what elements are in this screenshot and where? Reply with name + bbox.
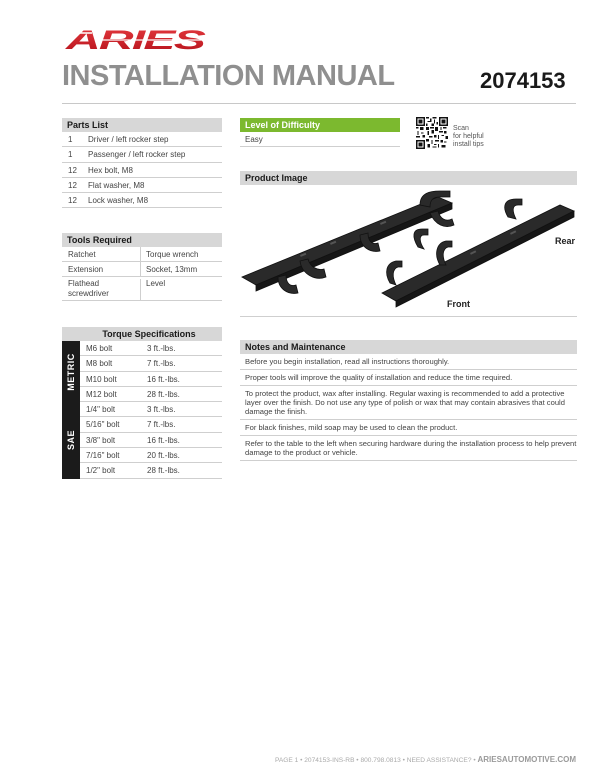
table-row [80,341,222,356]
qr-caption-line: for helpful [453,133,484,140]
note-item: To protect the product, wax after installing. Regular waxing is recommended to add a protective layer over the finish. Do not use any type of polish or wax that may contain abrasives that could damage the finish. [240,386,577,420]
sae-group [62,402,222,478]
tool-cell: Extension [62,262,141,276]
tool-cell: Level [146,279,166,288]
product-image-divider [240,316,577,317]
level-of-difficulty [240,118,400,147]
desc-cell: Hex bolt, M8 [88,165,133,175]
torque-heading: Torque Specifications [62,327,222,341]
note-item: Before you begin installation, read all instructions thoroughly. [240,354,577,370]
qty-cell: 12 [68,180,77,190]
page-footer [198,755,576,764]
website-link[interactable]: ARIESAUTOMOTIVE.COM [477,755,576,764]
notes-and-maintenance [240,340,577,461]
tools-required [62,233,222,301]
desc-cell: Passenger / left rocker step [88,150,186,160]
table-row [62,178,222,193]
parts-list-heading: Parts List [62,118,222,132]
table-row [80,433,222,448]
sae-label: SAE [62,402,80,478]
product-image-section [240,171,577,185]
metric-group [62,341,222,402]
aries-logo [62,26,214,54]
notes-heading: Notes and Maintenance [240,340,577,354]
note-item: Proper tools will improve the quality of installation and reduce the time required. [240,370,577,386]
table-row [62,262,222,277]
note-item: For black finishes, mild soap may be used to clean the product. [240,420,577,436]
bolt-cell: M12 bolt [86,389,117,399]
value-cell: 7 ft.-lbs. [147,359,176,369]
tool-cell: Socket, 13mm [146,265,198,274]
rear-label: Rear [555,236,576,246]
difficulty-heading: Level of Difficulty [240,118,400,132]
table-row [80,402,222,417]
value-cell: 16 ft.-lbs. [147,435,180,445]
bolt-cell: M6 bolt [86,344,113,353]
value-cell: 28 ft.-lbs. [147,389,180,399]
tools-heading: Tools Required [62,233,222,247]
table-row [80,417,222,432]
product-image-heading: Product Image [240,171,577,185]
table-row [62,163,222,178]
footer-text: PAGE 1 • 2074153-INS-RB • 800.798.0813 • NEED ASSISTANCE? • [274,757,478,764]
parts-list [62,118,222,208]
desc-cell: Lock washer, M8 [88,196,149,206]
page-title: INSTALLATION MANUAL [62,60,395,92]
metric-label: METRIC [62,341,80,402]
desc-cell: Flat washer, M8 [88,180,145,190]
table-row [80,463,222,478]
table-row [80,356,222,371]
desc-cell: Driver / left rocker step [88,135,169,144]
value-cell: 3 ft.-lbs. [147,405,176,415]
table-row [62,132,222,147]
qr-caption-line: install tips [453,141,484,148]
table-row [62,247,222,262]
tool-cell: Ratchet [62,247,141,261]
bolt-cell: 3/8" bolt [86,435,116,445]
table-row [62,147,222,162]
torque-specifications [62,327,222,479]
value-cell: 16 ft.-lbs. [147,374,180,384]
bolt-cell: 1/2" bolt [86,466,116,476]
front-label: Front [447,299,470,309]
table-row [80,448,222,463]
tool-cell: Torque wrench [146,250,199,259]
bolt-cell: 5/16" bolt [86,420,120,430]
qty-cell: 12 [68,165,77,175]
qr-caption-line: Scan [453,125,469,132]
logo-text: ARIES [64,26,206,54]
table-row [80,372,222,387]
bolt-cell: 1/4" bolt [86,405,116,415]
note-item: Refer to the table to the left when securing hardware during the installation process to help prevent damage to the product or vehicle. [240,436,577,461]
qr-code-icon[interactable] [416,117,448,149]
part-number: 2074153 [480,68,566,93]
tool-cell: Flathead screwdriver [62,279,141,300]
header-divider [62,103,576,104]
product-image [240,185,577,315]
table-row [80,387,222,402]
qty-cell: 12 [68,196,77,206]
bolt-cell: M10 bolt [86,374,117,384]
value-cell: 28 ft.-lbs. [147,466,180,476]
qty-cell: 1 [68,150,73,160]
value-cell: 20 ft.-lbs. [147,451,180,461]
bolt-cell: M8 bolt [86,359,113,369]
difficulty-value: Easy [240,132,400,147]
value-cell: 3 ft.-lbs. [147,344,176,353]
bolt-cell: 7/16" bolt [86,451,120,461]
qty-cell: 1 [68,135,73,144]
qr-caption [453,125,484,149]
table-row [62,277,222,301]
value-cell: 7 ft.-lbs. [147,420,176,430]
table-row [62,193,222,208]
